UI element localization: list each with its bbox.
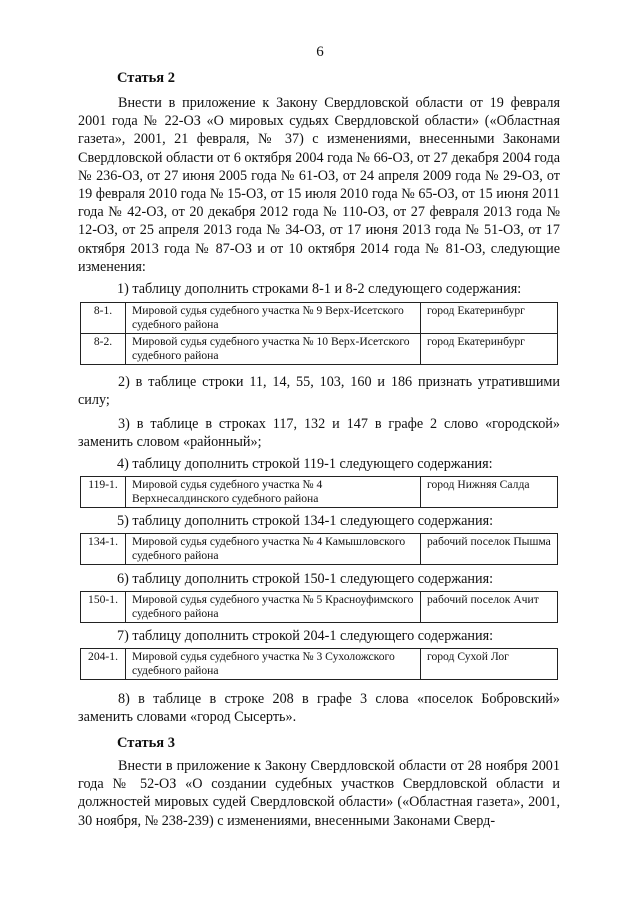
item-4: 4) таблицу дополнить строкой 119-1 следующего содержания: (117, 456, 493, 472)
table-row-119-1 (80, 476, 558, 508)
row-number: 150-1. (81, 592, 126, 623)
table-row (81, 477, 558, 508)
page-number: 6 (316, 44, 324, 60)
row-place: город Екатеринбург (421, 303, 558, 334)
row-name: Мировой судья судебного участка № 4 Верхнесалдинского судебного района (126, 477, 421, 508)
row-number: 8-1. (81, 303, 126, 334)
row-number: 134-1. (81, 534, 126, 565)
row-place: город Нижняя Салда (421, 477, 558, 508)
table-row-134-1 (80, 533, 558, 565)
article-3-heading: Статья 3 (117, 735, 175, 751)
article-3-intro: Внести в приложение к Закону Свердловской области от 28 ноября 2001 года № 52-ОЗ «О создании судебных участков Свердловской области и должностей мировых судей Свердловской области» («Областная газета», 2001, 30 ноября, № 238-239) с изменениями, внесенными Законами Сверд- (78, 758, 560, 829)
table-row (81, 649, 558, 680)
row-name: Мировой судья судебного участка № 9 Верх-Исетского судебного района (126, 303, 421, 334)
row-place: рабочий поселок Ачит (421, 592, 558, 623)
row-name: Мировой судья судебного участка № 4 Камышловского судебного района (126, 534, 421, 565)
table-row-204-1 (80, 648, 558, 680)
item-5: 5) таблицу дополнить строкой 134-1 следующего содержания: (117, 513, 494, 529)
row-number: 8-2. (81, 334, 126, 365)
row-place: рабочий поселок Пышма (421, 534, 558, 565)
article-2-intro: Внести в приложение к Закону Свердловской области от 19 февраля 2001 года № 22-ОЗ «О мировых судьях Свердловской области» («Областная газета», 2001, 21 февраля, № 37) с изменениями, внесенными Законами Свердловской области от 6 октября 2004 года № 66-ОЗ, от 27 декабря 2004 года № 236-ОЗ, от 27 июня 2005 года № 61-ОЗ, от 24 апреля 2009 года № 29-ОЗ, от 19 февраля 2010 года № 15-ОЗ, от 15 июля 2010 года № 65-ОЗ, от 15 июня 2011 года № 42-ОЗ, от 20 декабря 2012 года № 110-ОЗ, от 27 февраля 2013 года № 12-ОЗ, от 25 апреля 2013 года № 34-ОЗ, от 17 июня 2013 года № 51-ОЗ, от 17 октября 2013 года № 87-ОЗ и от 10 октября 2014 года № 81-ОЗ, следующие изменения: (78, 95, 560, 275)
row-name: Мировой судья судебного участка № 5 Красноуфимского судебного района (126, 592, 421, 623)
table-row (81, 334, 558, 365)
item-2: 2) в таблице строки 11, 14, 55, 103, 160 и 186 признать утратившими силу; (78, 374, 560, 409)
article-2-heading: Статья 2 (117, 70, 175, 86)
table-row (81, 592, 558, 623)
item-7: 7) таблицу дополнить строкой 204-1 следующего содержания: (117, 628, 494, 644)
item-6: 6) таблицу дополнить строкой 150-1 следующего содержания: (117, 571, 494, 587)
row-place: город Сухой Лог (421, 649, 558, 680)
item-1: 1) таблицу дополнить строками 8-1 и 8-2 следующего содержания: (117, 281, 522, 297)
table-rows-8 (80, 302, 558, 365)
row-name: Мировой судья судебного участка № 10 Верх-Исетского судебного района (126, 334, 421, 365)
table-row-150-1 (80, 591, 558, 623)
row-number: 119-1. (81, 477, 126, 508)
row-number: 204-1. (81, 649, 126, 680)
row-place: город Екатеринбург (421, 334, 558, 365)
item-3: 3) в таблице в строках 117, 132 и 147 в графе 2 слово «городской» заменить словом «районный»; (78, 416, 560, 451)
table-row (81, 534, 558, 565)
item-8: 8) в таблице в строке 208 в графе 3 слова «поселок Бобровский» заменить словами «город Сысерть». (78, 691, 560, 726)
table-row (81, 303, 558, 334)
row-name: Мировой судья судебного участка № 3 Сухоложского судебного района (126, 649, 421, 680)
